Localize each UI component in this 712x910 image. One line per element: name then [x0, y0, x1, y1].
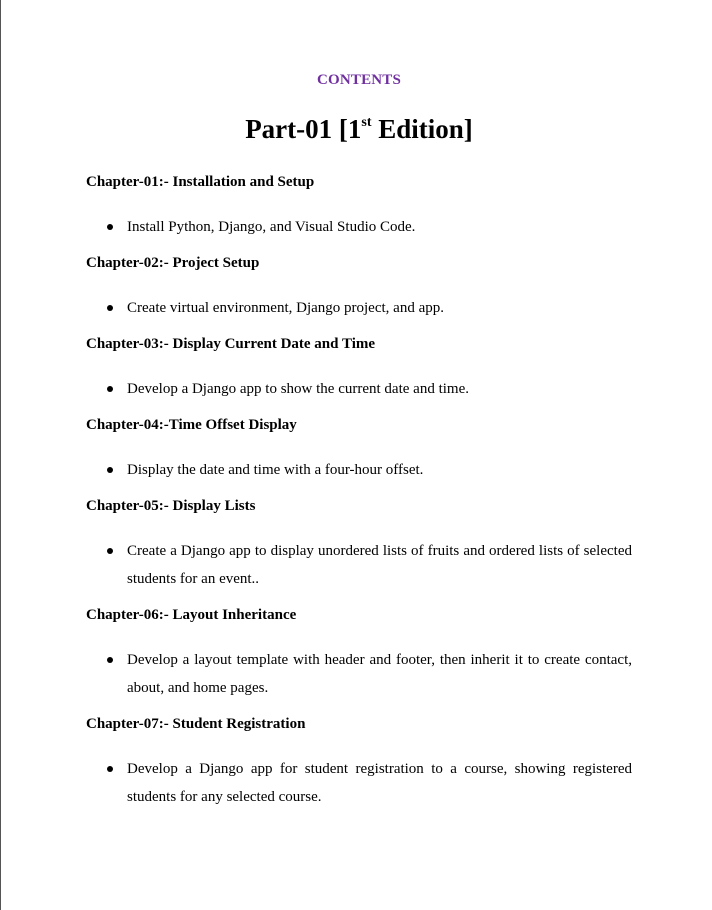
part-title: [86, 113, 632, 145]
chapter-05: [86, 497, 632, 593]
chapter-02: [86, 254, 632, 322]
chapter-item: [86, 213, 632, 241]
chapter-06: [86, 606, 632, 702]
bullet-icon: [107, 766, 113, 772]
bullet-icon: [107, 305, 113, 311]
bullet-icon: [107, 548, 113, 554]
chapter-07: [86, 715, 632, 811]
chapter-item-text: Develop a Django app to show the current date and time.: [127, 381, 469, 397]
chapter-item: [86, 646, 632, 702]
chapter-item-text: Display the date and time with a four-hour offset.: [127, 462, 424, 478]
part-title-end: Edition]: [371, 114, 473, 144]
chapter-title: Chapter-03:- Display Current Date and Time: [86, 336, 376, 352]
chapter-item: [86, 537, 632, 593]
chapter-item: [86, 375, 632, 403]
bullet-icon: [107, 224, 113, 230]
chapter-item-text: Create virtual environment, Django project, and app.: [127, 300, 444, 316]
chapter-title: Chapter-05:- Display Lists: [86, 498, 256, 514]
chapter-title: Chapter-01:- Installation and Setup: [86, 174, 315, 190]
chapter-item: [86, 456, 632, 484]
chapter-item: [86, 294, 632, 322]
chapter-01: [86, 173, 632, 241]
page-left-border: [0, 0, 1, 910]
chapter-item-text: Install Python, Django, and Visual Studio Code.: [127, 219, 416, 235]
chapter-title: Chapter-04:-Time Offset Display: [86, 417, 297, 433]
chapter-item-text: Develop a Django app for student registration to a course, showing registered students for any selected course.: [127, 761, 632, 805]
chapter-title: Chapter-02:- Project Setup: [86, 255, 260, 271]
chapter-item-text: Develop a layout template with header and footer, then inherit it to create contact, about, and home pages.: [127, 652, 632, 696]
chapter-item: [86, 755, 632, 811]
chapter-04: [86, 416, 632, 484]
part-title-superscript: st: [361, 115, 372, 130]
part-title-main: Part-01 [1: [245, 114, 362, 144]
contents-heading: CONTENTS: [316, 72, 402, 88]
bullet-icon: [107, 657, 113, 663]
bullet-icon: [107, 386, 113, 392]
chapter-title: Chapter-06:- Layout Inheritance: [86, 607, 297, 623]
chapter-title: Chapter-07:- Student Registration: [86, 716, 306, 732]
chapter-item-text: Create a Django app to display unordered lists of fruits and ordered lists of selected students for an event..: [127, 543, 632, 587]
bullet-icon: [107, 467, 113, 473]
chapter-03: [86, 335, 632, 403]
